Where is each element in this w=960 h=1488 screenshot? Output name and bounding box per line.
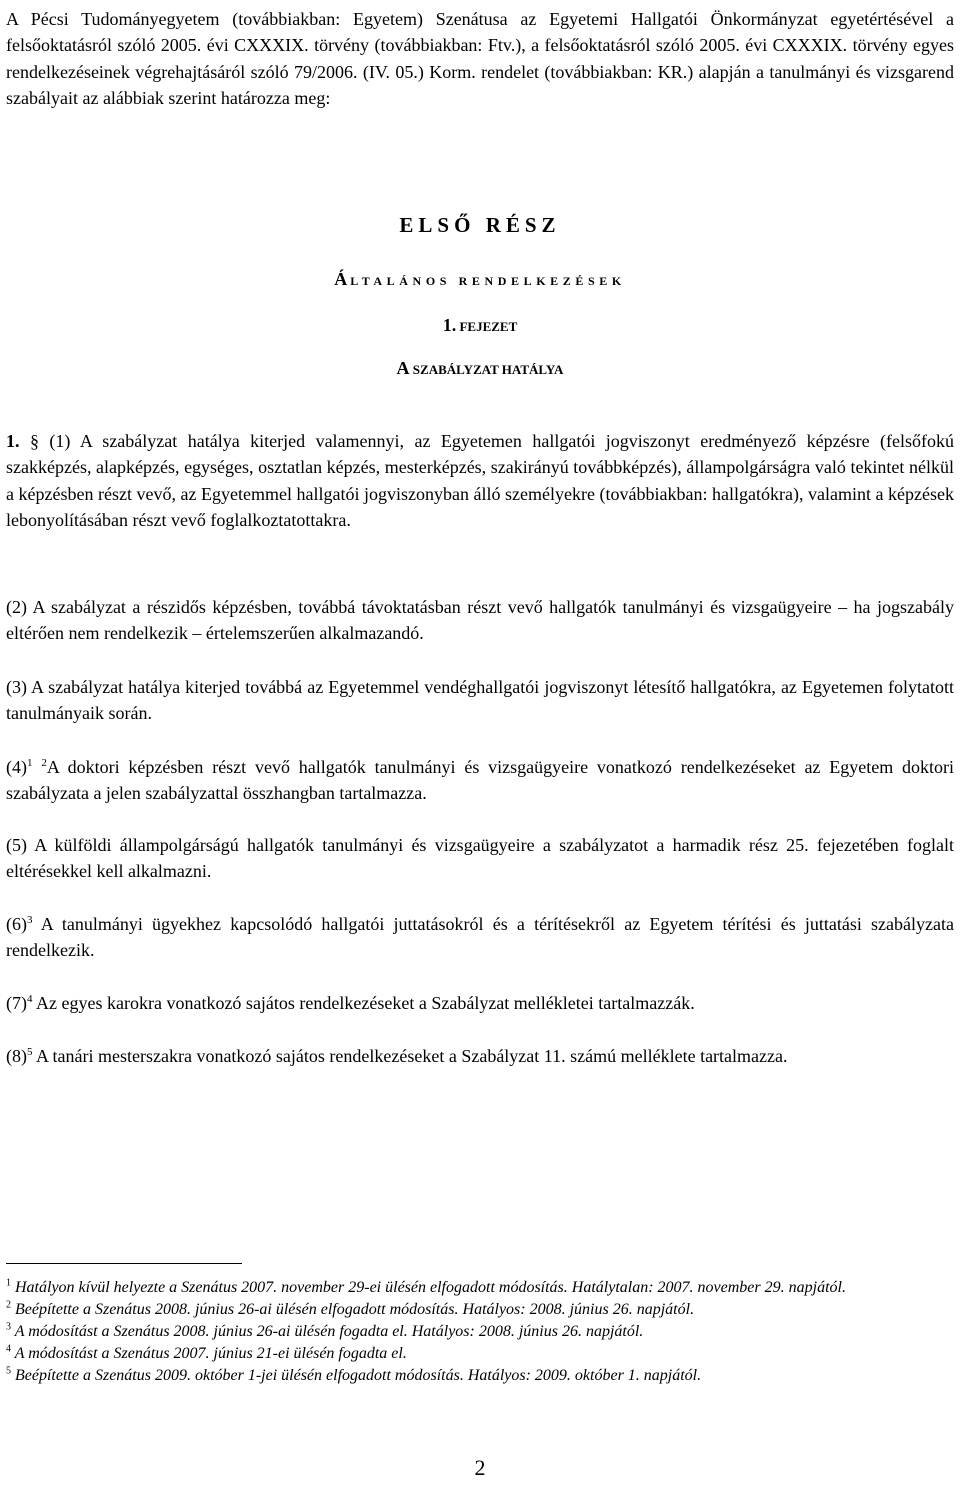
paragraph-6: [6, 911, 954, 964]
paragraph-7: [6, 990, 954, 1016]
section-heading-initial: Á: [334, 269, 351, 289]
chapter-title: [6, 358, 954, 379]
section-heading: [6, 269, 954, 290]
paragraph-2: [6, 594, 954, 647]
paragraph-number: (7): [6, 993, 27, 1013]
paragraph-4: [6, 754, 954, 807]
part-title: ELSŐ RÉSZ: [399, 213, 561, 237]
footnote-separator: [6, 1263, 242, 1264]
chapter-title-rest: SZABÁLYZAT HATÁLYA: [412, 362, 564, 377]
footnote-3: [6, 1321, 954, 1343]
footnote-number: 3: [6, 1321, 11, 1333]
paragraph-text-c: értelemszerűen alkalmazandó.: [201, 623, 424, 644]
footnote-number: 2: [6, 1299, 11, 1311]
dash: –: [838, 597, 848, 617]
footnote-5: [6, 1365, 954, 1387]
paragraph-3: (3) A szabályzat hatálya kiterjed továbbá az Egyetemmel vendéghallgatói jogviszonyt létesítő hallgatókra, az Egyetemen folytatott tanulmányaik során.: [6, 677, 954, 724]
chapter-title-initial: A: [396, 358, 410, 378]
footnote-ref[interactable]: 3: [27, 914, 33, 926]
paragraph-5: (5) A külföldi állampolgárságú hallgatók tanulmányi és vizsgaügyeire a szabályzatot a harmadik rész 25. fejezetében foglalt eltérésekkel kell alkalmazni.: [6, 835, 954, 882]
paragraph-8: [6, 1043, 954, 1069]
paragraph-text-a: (2) A szabályzat a részidős képzésben, továbbá távoktatásban részt vevő hallgatók tanulmányi és vizsgaügyeire: [6, 597, 839, 617]
intro-paragraph: A Pécsi Tudományegyetem (továbbiakban: Egyetem) Szenátusa az Egyetemi Hallgatói Önkormányzat egyetértésével a felsőoktatásról szóló 2005. évi CXXXIX. törvény (továbbiakban: Ftv.), a felsőoktatásról szóló 2005. évi CXXXIX. törvény egyes rendelkezéseinek végrehajtásáról szóló 79/2006. (IV. 05.) Korm. rendelet (továbbiakban: KR.) alapján a tanulmányi és vizsgarend szabályait az alábbiak szerint határozza meg:: [6, 9, 954, 109]
paragraph-text: A doktori képzésben részt vevő hallgatók tanulmányi és vizsgaügyeire vonatkozó rendelkezéseket az Egyetem doktori szabályzata a jelen szabályzattal összhangban tartalmazza.: [6, 757, 955, 804]
paragraph-text: (1) A szabályzat hatálya kiterjed valamennyi, az Egyetemen hallgatói jogviszonyt eredményező képzésre (felsőfokú szakképzés, alapképzés, egységes, osztatlan képzés, mesterképzés, szakirányú továbbképzés), állampolgárságra való tekintet nélkül a képzésben részt vevő, az Egyetemmel hallgatói jogviszonyban álló személyekre (továbbiakban: hallgatókra), valamint a képzések lebonyolításában részt vevő foglalkoztatottakra.: [6, 431, 954, 531]
footnote-ref[interactable]: 5: [27, 1046, 33, 1058]
footnote-text: Beépítette a Szenátus 2008. június 26-ai ülésén elfogadott módosítás. Hatályos: 2008. június 26. napjától.: [15, 1301, 695, 1318]
section-number: 1.: [6, 431, 20, 451]
footnote-text: A módosítást a Szenátus 2008. június 26-ai ülésén fogadta el. Hatályos: 2008. június 26. napjától.: [14, 1323, 644, 1340]
footnote-4: [6, 1343, 954, 1365]
paragraph-1: [6, 428, 954, 534]
paragraph-text: A tanári mesterszakra vonatkozó sajátos rendelkezéseket a Szabályzat 11. számú melléklete tartalmazza.: [36, 1046, 788, 1066]
section-heading-rest: LTALÁNOS RENDELKEZÉSEK: [350, 274, 626, 288]
footnotes: [6, 1277, 954, 1387]
page-number: 2: [474, 1455, 486, 1480]
section-sign: §: [29, 431, 39, 451]
footnote-ref[interactable]: 4: [27, 993, 33, 1005]
footnote-number: 5: [6, 1365, 11, 1377]
paragraph-number: (8): [6, 1046, 27, 1066]
paragraph-text: A tanulmányi ügyekhez kapcsolódó hallgatói juttatásokról és a térítésekről az Egyetem térítési és juttatási szabályzata rendelkezik.: [6, 914, 954, 961]
footnote-text: Beépítette a Szenátus 2009. október 1-jei ülésén elfogadott módosítás. Hatályos: 2009. október 1. napjától.: [15, 1367, 702, 1384]
footnote-2: [6, 1299, 954, 1321]
footnote-ref[interactable]: 2: [41, 757, 47, 769]
paragraph-number: (6): [6, 914, 27, 934]
footnote-text: Hatályon kívül helyezte a Szenátus 2007. november 29-ei ülésén elfogadott módosítás. Hatálytalan: 2007. november 29. napjától.: [15, 1279, 846, 1296]
dash: –: [192, 623, 202, 644]
paragraph-text: Az egyes karokra vonatkozó sajátos rendelkezéseket a Szabályzat mellékletei tartalmazzák.: [36, 993, 695, 1013]
footnote-ref[interactable]: 1: [27, 757, 33, 769]
paragraph-text-b: ha jogszabály eltérően nem rendelkezik: [6, 597, 955, 644]
chapter-num: 1.: [442, 315, 457, 335]
chapter-number: [6, 315, 954, 336]
footnote-number: 1: [6, 1277, 11, 1289]
footnote-number: 4: [6, 1343, 11, 1355]
footnote-text: A módosítást a Szenátus 2007. június 21-ei ülésén fogadta el.: [14, 1345, 407, 1362]
paragraph-number: (4): [6, 757, 27, 777]
chapter-word: FEJEZET: [459, 319, 518, 334]
footnote-1: [6, 1277, 954, 1299]
